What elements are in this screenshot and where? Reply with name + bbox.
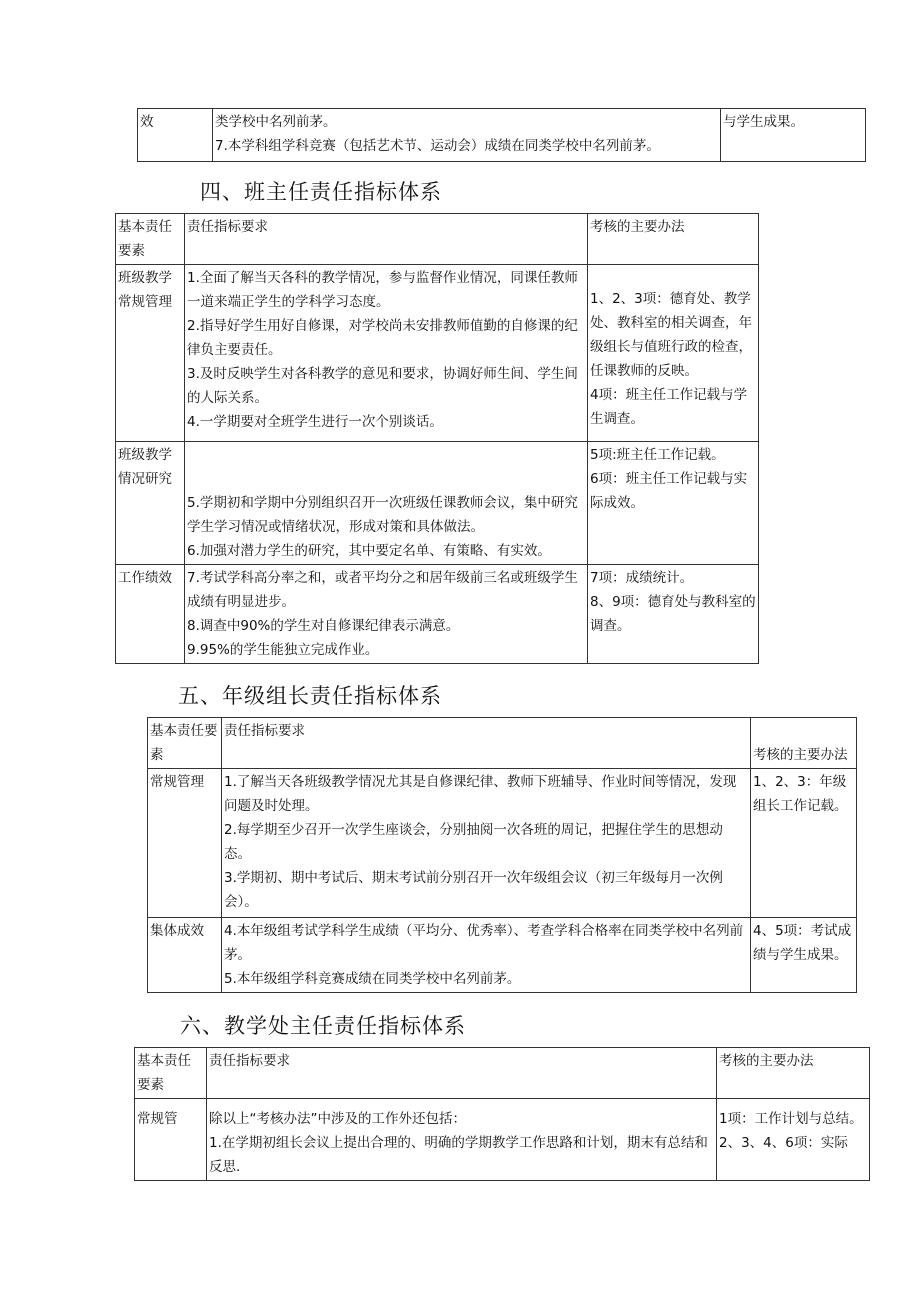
header-methods: 考核的主要办法: [717, 1048, 870, 1099]
method-line: 1、2、3项：德育处、教学处、教科室的相关调查，年级组长与值班行政的检查，任课教师的反映。: [590, 291, 752, 379]
section4-table: [115, 213, 759, 664]
element-cell: 班级教学情况研究: [116, 442, 185, 565]
table-row: [148, 918, 857, 993]
method-line: 6项：班主任工作记载与实际成效。: [590, 471, 748, 511]
header-methods: 考核的主要办法: [751, 718, 857, 769]
section-title: 四、班主任责任指标体系: [200, 180, 442, 204]
requirement-line: 5.本年级组学科竞赛成绩在同类学校中名列前茅。: [224, 971, 521, 987]
header-requirements: 责任指标要求: [185, 214, 588, 265]
method-line: 2、3、4、6项：实际: [719, 1135, 848, 1151]
header-requirements: 责任指标要求: [207, 1048, 717, 1099]
requirement-line: 3.学期初、期中考试后、期末考试前分别召开一次年级组会议（初三年级每月一次例会）。: [224, 870, 723, 910]
table-header-row: [135, 1048, 870, 1099]
requirements-cell: [213, 109, 721, 162]
header-methods: 考核的主要办法: [588, 214, 759, 265]
method-line: 5项:班主任工作记载。: [590, 447, 725, 463]
header-element: 基本责任要素: [135, 1048, 207, 1099]
section6-table: [134, 1047, 870, 1181]
requirement-line: 9.95%的学生能独立完成作业。: [187, 642, 379, 658]
header-requirements: 责任指标要求: [222, 718, 751, 769]
table-row: [148, 769, 857, 918]
table-row: [135, 1099, 870, 1181]
requirements-cell: [185, 565, 588, 664]
element-cell: 常规管: [135, 1099, 207, 1181]
element-cell: 效: [138, 109, 213, 162]
method-line: 4、5项：考试成绩与学生成果。: [753, 923, 852, 963]
requirement-line: 3.及时反映学生对各科教学的意见和要求，协调好师生间、学生间的人际关系。: [187, 366, 578, 406]
table-header-row: [116, 214, 759, 265]
requirement-line: 7.考试学科高分率之和，或者平均分之和居年级前三名或班级学生成绩有明显进步。: [187, 570, 578, 610]
methods-cell: [588, 565, 759, 664]
section-title: 五、年级组长责任指标体系: [178, 684, 442, 708]
requirements-cell: [222, 918, 751, 993]
methods-cell: [588, 265, 759, 442]
requirement-line: 4.本年级组考试学科学生成绩（平均分、优秀率）、考查学科合格率在同类学校中名列前茅。: [224, 923, 744, 963]
requirement-line: 2.指导好学生用好自修课，对学校尚未安排教师值勤的自修课的纪律负主要责任。: [187, 318, 578, 358]
table-row: [116, 265, 759, 442]
element-cell: 班级教学常规管理: [116, 265, 185, 442]
method-line: 8、9项：德育处与教科室的调查。: [590, 594, 756, 634]
requirement-line: 除以上“考核办法”中涉及的工作外还包括：: [209, 1111, 466, 1127]
requirement-line: 1.在学期初组长会议上提出合理的、明确的学期教学工作思路和计划，期末有总结和反思.: [209, 1135, 708, 1175]
section5-table: [147, 717, 857, 993]
methods-cell: [751, 918, 857, 993]
method-line: 与学生成果。: [723, 114, 804, 130]
element-cell: 工作绩效: [116, 565, 185, 664]
methods-cell: [717, 1099, 870, 1181]
element-cell: 集体成效: [148, 918, 222, 993]
requirements-cell: [222, 769, 751, 918]
method-line: 1项：工作计划与总结。: [719, 1111, 863, 1127]
requirement-line: 7.本学科组学科竞赛（包括艺术节、运动会）成绩在同类学校中名列前茅。: [215, 138, 660, 154]
method-line: 4项：班主任工作记载与学生调查。: [590, 387, 748, 427]
requirement-line: 5.学期初和学期中分别组织召开一次班级任课教师会议，集中研究学生学习情况或情绪状况，形成对策和具体做法。: [187, 495, 578, 535]
requirement-line: 6.加强对潜力学生的研究，其中要定名单、有策略、有实效。: [187, 543, 551, 559]
element-cell: 常规管理: [148, 769, 222, 918]
table-row: [116, 565, 759, 664]
header-element: 基本责任要素: [116, 214, 185, 265]
methods-cell: [721, 109, 866, 162]
requirement-line: 1.了解当天各班级教学情况尤其是自修课纪律、教师下班辅导、作业时间等情况，发现问题及时处理。: [224, 774, 737, 814]
methods-cell: [751, 769, 857, 918]
requirement-line: 类学校中名列前茅。: [215, 114, 337, 130]
table-row: [116, 442, 759, 565]
table-row: [138, 109, 866, 162]
requirement-line: 4.一学期要对全班学生进行一次个别谈话。: [187, 414, 443, 430]
header-element: 基本责任要素: [148, 718, 222, 769]
requirement-line: 8.调查中90%的学生对自修课纪律表示满意。: [187, 618, 460, 634]
requirements-cell: [185, 265, 588, 442]
table-header-row: [148, 718, 857, 769]
methods-cell: [588, 442, 759, 565]
prev-section-table: [137, 108, 866, 162]
requirement-line: 2.每学期至少召开一次学生座谈会，分别抽阅一次各班的周记，把握住学生的思想动态。: [224, 822, 723, 862]
method-line: 7项：成绩统计。: [590, 570, 694, 586]
requirements-cell: [207, 1099, 717, 1181]
section-title: 六、教学处主任责任指标体系: [180, 1014, 466, 1038]
method-line: 1、2、3：年级组长工作记载。: [753, 774, 848, 814]
requirements-cell: [185, 442, 588, 565]
requirement-line: 1.全面了解当天各科的教学情况，参与监督作业情况，同课任教师一道来端正学生的学科学习态度。: [187, 270, 578, 310]
